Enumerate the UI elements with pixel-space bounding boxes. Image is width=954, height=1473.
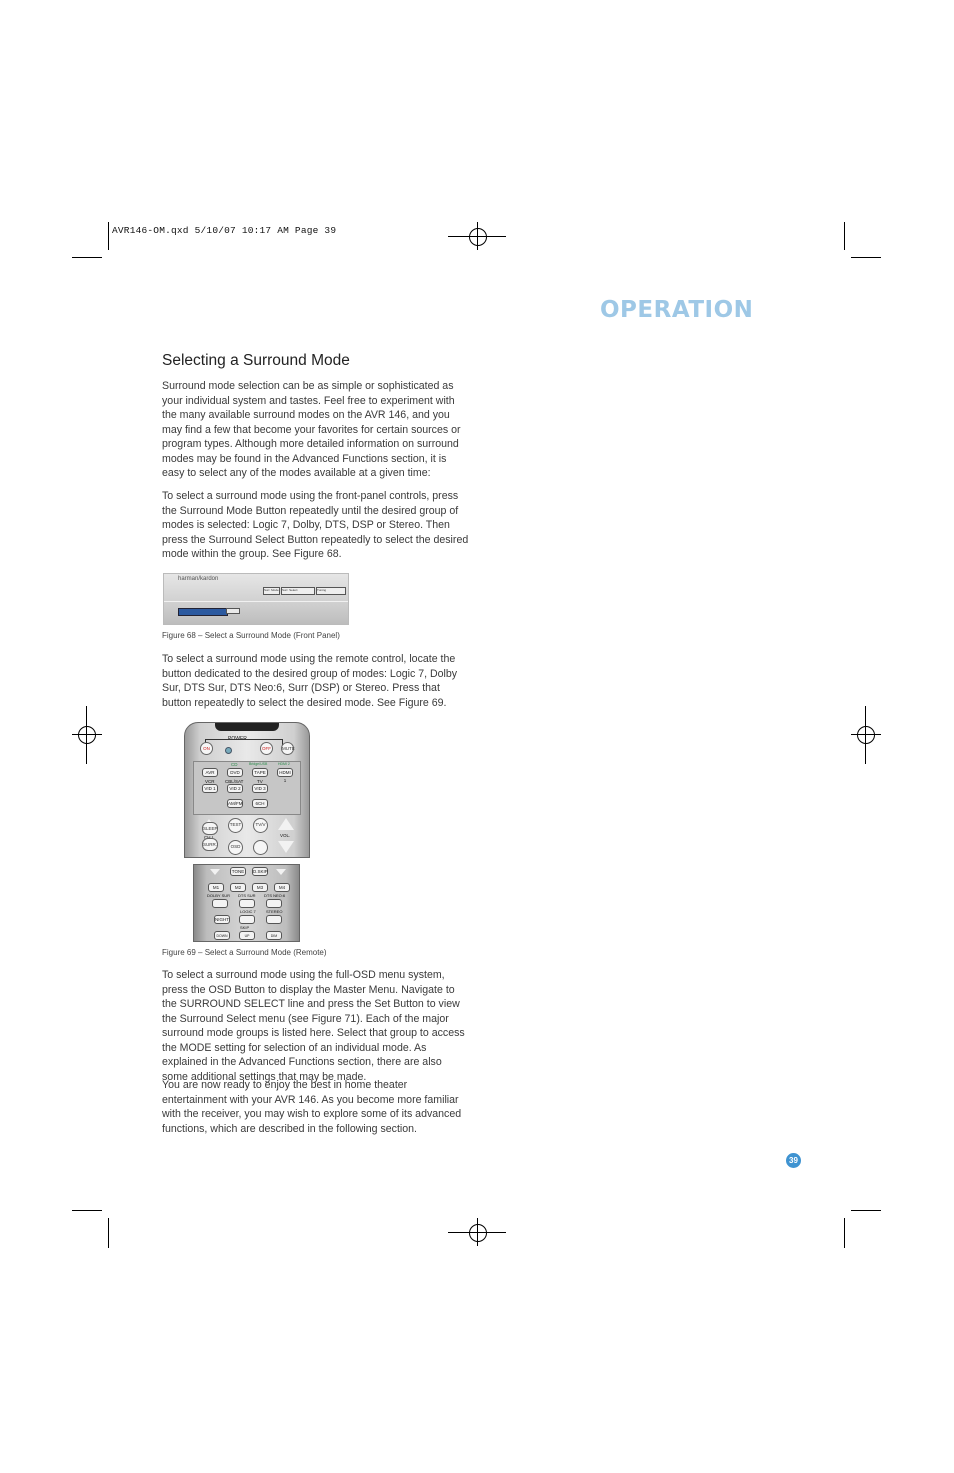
page-number-badge: 39 (786, 1153, 801, 1168)
surround-button: SURR. (202, 838, 218, 851)
slug-line: AVR146-OM.qxd 5/10/07 10:17 AM Page 39 (112, 225, 337, 236)
test-button: TEST (228, 818, 243, 833)
vid2-button: VID 2 (227, 784, 243, 793)
volume-up-icon (278, 818, 294, 830)
chevron-down-icon (210, 869, 220, 875)
cd-label: CD (231, 762, 238, 767)
remote-bottom-figure (193, 864, 300, 942)
volume-label: VOL. (280, 833, 291, 838)
front-panel-figure (163, 573, 349, 625)
stereo-button (266, 915, 282, 924)
page-heading: Selecting a Surround Mode (162, 352, 350, 369)
osd-button: OSD (228, 840, 243, 855)
cblsat-label: CBL/SAT (225, 779, 244, 784)
vcr-label: VCR (205, 779, 215, 784)
dts-neo-label: DTS NEO:6 (264, 893, 286, 898)
mute-button: MUTE (281, 742, 294, 755)
hdmi1-button: HDMI 1 (277, 768, 293, 777)
amfm-button: AM/FM (228, 801, 243, 806)
front-display (178, 608, 228, 616)
front-display-segment (226, 608, 240, 614)
crop-mark (844, 222, 845, 250)
up-button: UP (239, 931, 255, 940)
registration-mark (469, 1224, 487, 1242)
tuning-button: Tuning (316, 587, 346, 595)
crop-mark (72, 257, 102, 258)
figure-caption: Figure 68 – Select a Surround Mode (Front Panel) (162, 631, 340, 640)
dts-neo-button (266, 899, 282, 908)
tone-button: TONE (231, 869, 245, 874)
blank-button (253, 840, 268, 855)
chevron-down-icon (276, 869, 286, 875)
dolby-sur-button (212, 899, 228, 908)
crop-mark (108, 1218, 109, 1248)
tape-button: TAPE (252, 768, 268, 777)
paragraph: To select a surround mode using the full-OSD menu system, press the OSD Button to display the Master Menu. Navigate to the SURROUND SELECT line and press the Set Button to view the Surround Select menu (see Figure 71). Each of the major surround mode groups is listed here. Select that group to access the MODE setting for selection of an individual mode. As explained in the Advanced Functions section, there are also some additional settings that may be made. (162, 969, 465, 1083)
figure-caption: Figure 69 – Select a Surround Mode (Remote) (162, 948, 327, 957)
m4-button: M4 (274, 883, 290, 892)
vid3-button: VID 3 (252, 784, 268, 793)
m1-button: M1 (208, 883, 224, 892)
paragraph: To select a surround mode using the front-panel controls, press the Surround Mode Button repeatedly until the desired group of modes is selected: Logic 7, Dolby, DTS, DSP or Stereo. Then press the Surround Select Button repeatedly to select the desired mode within the group. See Figure 68. (162, 490, 469, 560)
dolby-sur-label: DOLBY SUR (207, 893, 231, 898)
power-led (225, 747, 232, 754)
registration-mark (469, 228, 487, 246)
surround-mode-button: Surr. Mode (263, 587, 280, 595)
down-button: DOWN (214, 931, 230, 940)
crop-mark (108, 222, 109, 250)
volume-down-icon (278, 841, 294, 853)
tv-video-button: TV/V (253, 818, 268, 833)
tv-label: TV (257, 779, 263, 784)
dim-button: DIM (266, 931, 282, 940)
power-on-button: ON (200, 742, 213, 755)
m3-button: M3 (252, 883, 268, 892)
registration-mark (78, 726, 96, 744)
logic7-label: LOGIC 7 (240, 909, 256, 914)
crop-mark (851, 1210, 881, 1211)
vid1-button: VID 1 (202, 784, 218, 793)
dts-sur-label: DTS SUR (238, 893, 256, 898)
remote-ir-window (215, 723, 279, 731)
crop-mark (844, 1218, 845, 1248)
section-title: OPERATION (600, 297, 754, 323)
stereo-label: STEREO (266, 909, 283, 914)
power-off-button: OFF (260, 742, 273, 755)
hdmi2-label: HDMI 2 (278, 762, 290, 766)
crop-mark (72, 1210, 102, 1211)
dskip-button: D.SKIP (253, 869, 268, 874)
paragraph: Surround mode selection can be as simple or sophisticated as your individual system and tastes. Feel free to experiment with the many available surround modes on the AVR 146, and you may find a few that become your favorites for certain sources or program types. Although more detailed information on surround modes may be found in the Advanced Functions section, it is easy to select any of the modes available at a given time: (162, 380, 461, 479)
dvd-button: DVD (227, 768, 243, 777)
remote-top-figure (184, 722, 310, 858)
avr-button: AVR (202, 768, 218, 777)
paragraph: To select a surround mode using the remote control, locate the button dedicated to the desired group of modes: Logic 7, Dolby Sur, DTS Sur, DTS Neo:6, Surr (DSP) or Stereo. Press that button repeatedly to select the desired mode. See Figure 69. (162, 653, 458, 709)
sleep-button: SLEEP (202, 822, 218, 835)
brand-logo: harman/kardon (178, 576, 219, 582)
paragraph: You are now ready to enjoy the best in home theater entertainment with your AVR 146. As you become more familiar with the receiver, you may wish to explore some of its advanced functions, which are described in the following section. (162, 1079, 462, 1135)
surround-select-button: Surr. Select (281, 587, 315, 595)
m2-button: M2 (230, 883, 246, 892)
crop-mark (851, 257, 881, 258)
6ch-button: 6CH (252, 799, 268, 808)
panel-divider (164, 601, 348, 602)
skip-label: SKIP (240, 925, 250, 930)
logic7-button (239, 915, 255, 924)
night-button: NIGHT (215, 917, 229, 922)
usb-label: Bridge/USB (249, 762, 268, 766)
dts-sur-button (239, 899, 255, 908)
power-label: POWER (228, 736, 247, 742)
registration-mark (857, 726, 875, 744)
